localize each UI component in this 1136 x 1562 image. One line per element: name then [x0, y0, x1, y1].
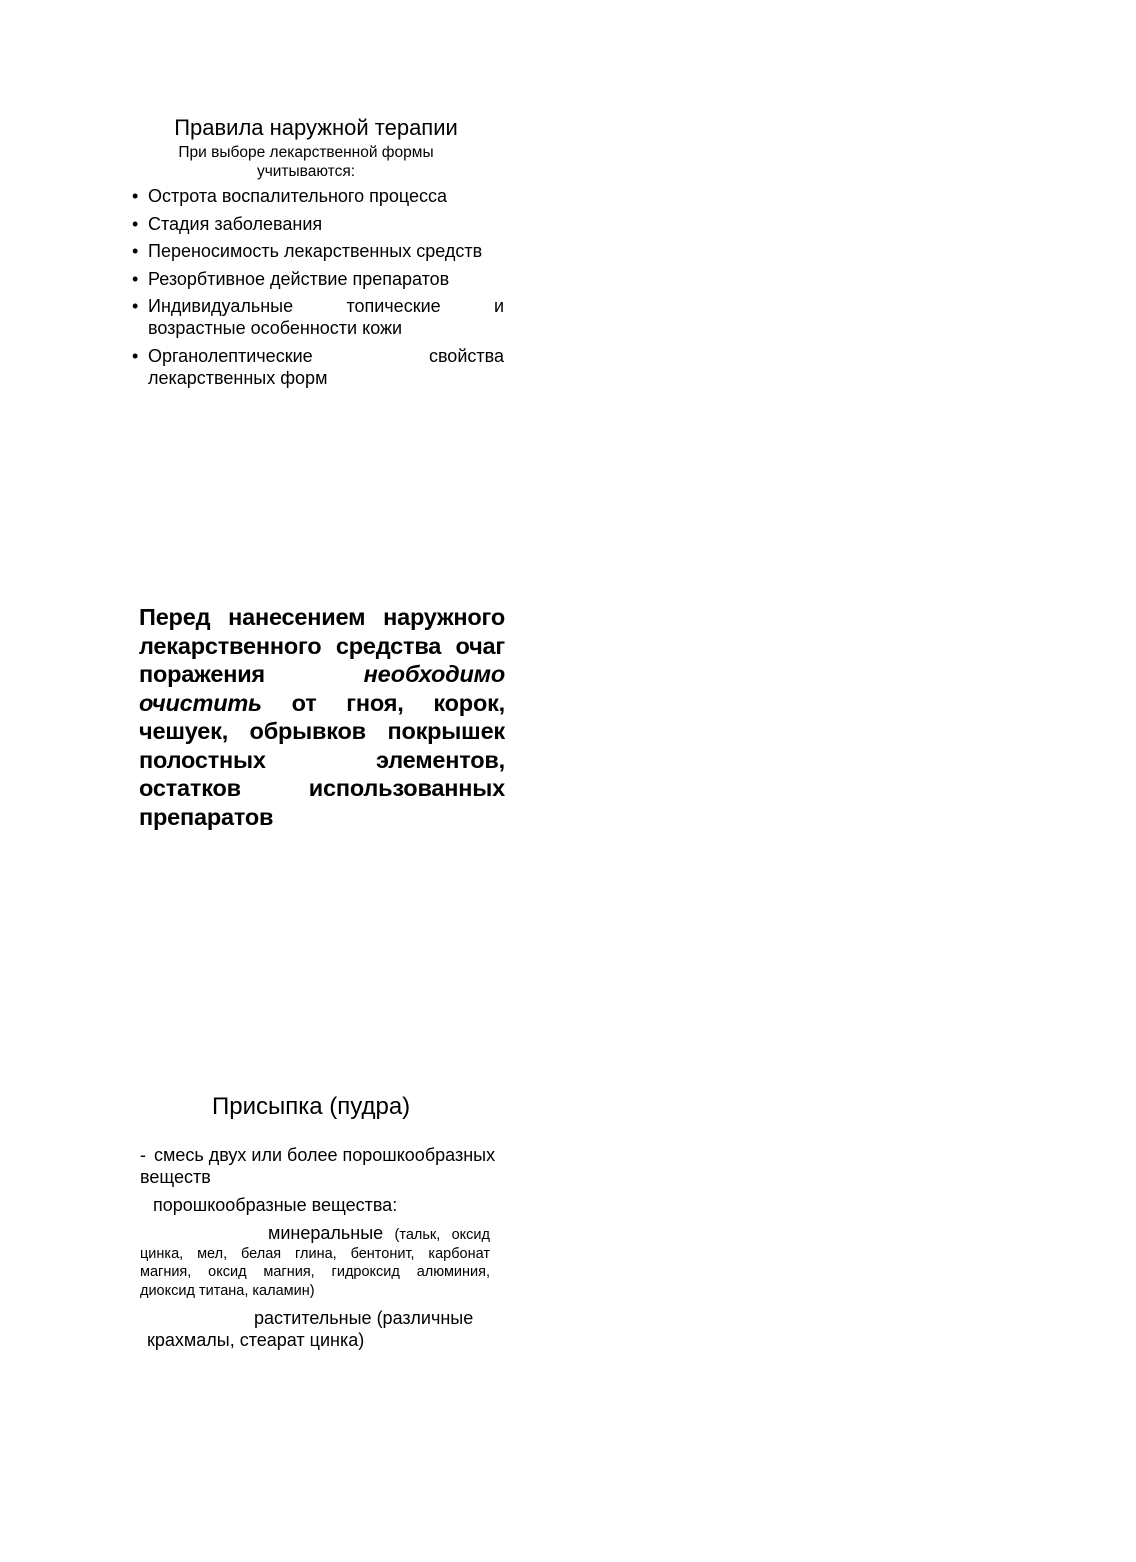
substances-heading: порошкообразные вещества: — [153, 1195, 398, 1215]
bullet-icon: • — [132, 345, 139, 366]
list-item — [130, 213, 504, 235]
list-item-text: Органолептические свойства лекарственных форм — [148, 345, 504, 388]
criteria-list — [130, 185, 510, 389]
definition-text: смесь двух или более порошкообразных веществ — [140, 1145, 496, 1187]
slide3-title: Присыпка (пудра) — [212, 1093, 411, 1120]
mineral-label: минеральные — [268, 1223, 384, 1243]
list-item — [130, 185, 504, 207]
paragraph-text: от гноя, корок, чешуек, обрывков покрышек полостных элементов, остатков использованных препаратов — [139, 689, 505, 830]
mineral-items: (тальк, оксид цинка, мел, белая глина, бентонит, карбонат магния, оксид магния, гидроксид алюминия, диоксид титана, каламин) — [140, 1227, 490, 1299]
slide1-title: Правила наружной терапии — [174, 115, 458, 140]
paragraph-text: Перед нанесением наружного лекарственного средства очаг поражения — [139, 604, 505, 687]
bullet-icon: • — [132, 213, 139, 234]
bullet-icon: • — [132, 241, 139, 261]
bullet-icon: • — [132, 296, 139, 316]
plant-items: (различные крахмалы, стеарат цинка) — [147, 1308, 474, 1350]
mineral-substances — [140, 1224, 490, 1300]
bullet-icon: • — [132, 186, 139, 206]
powder-definition — [140, 1144, 500, 1188]
list-item-text: Стадия заболевания — [148, 213, 323, 234]
list-item-text: Острота воспалительного процесса — [148, 186, 447, 206]
plant-label: растительные — [254, 1308, 372, 1328]
list-item — [130, 268, 504, 290]
list-item-text: Переносимость лекарственных средств — [148, 241, 483, 261]
slide-powder — [140, 1092, 500, 1351]
slide1-subtitle: При выборе лекарственной формы учитываются: — [178, 144, 434, 180]
plant-substances — [140, 1307, 497, 1351]
list-item — [130, 345, 504, 389]
cleaning-paragraph — [139, 603, 505, 831]
slide-rules-of-external-therapy — [130, 114, 510, 394]
list-item-text: Индивидуальные топические и возрастные особенности кожи — [148, 296, 504, 338]
list-item — [130, 295, 504, 339]
bullet-icon: • — [132, 268, 139, 289]
slide-cleaning-before-application — [139, 603, 505, 831]
list-item-text: Резорбтивное действие препаратов — [148, 268, 450, 289]
dash-marker: - — [140, 1145, 146, 1165]
list-item — [130, 240, 504, 262]
emphasis-text: необходимо очистить — [139, 661, 505, 716]
